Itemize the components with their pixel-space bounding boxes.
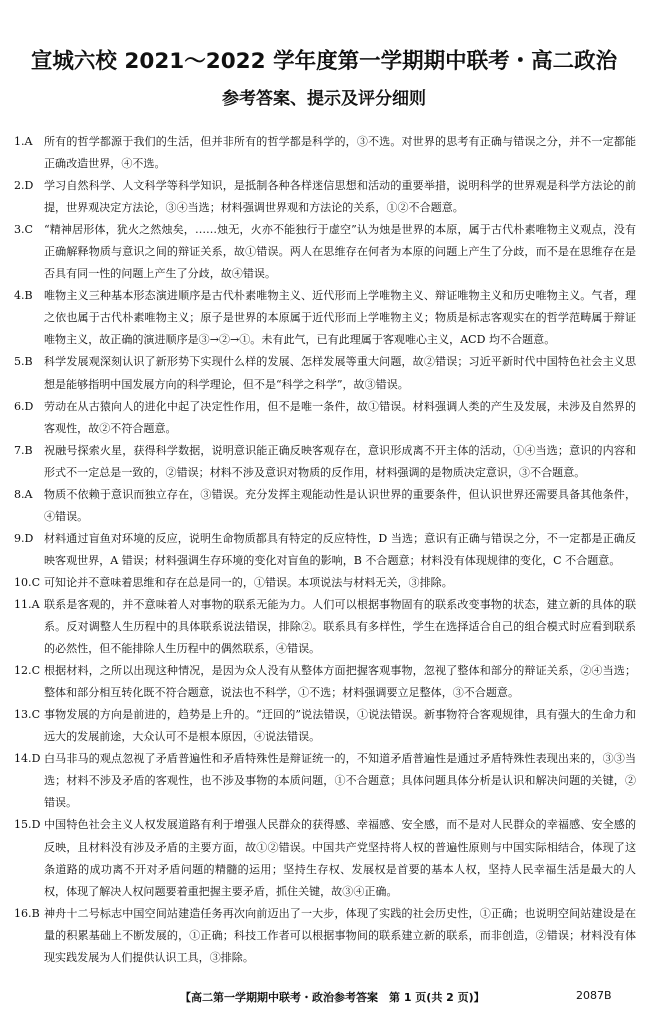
page-subtitle: 参考答案、提示及评分细则 [222, 89, 426, 109]
answer-item [14, 572, 636, 594]
answer-explanation: 神舟十二号标志中国空间站建造任务再次向前迈出了一大步，体现了实践的社会历史性，①正确；也说明空间站建设是在量的积累基础上不断发展的，①正确；科技工作者可以根据事物间的联系建立新的联系，而非创造，②错误；材料没有体现实践发展为人们提供认识工具，③排除。 [44, 906, 636, 964]
answer-explanation: 可知论并不意味着思维和存在总是同一的，①错误。本项说法与材料无关，③排除。 [44, 575, 453, 589]
answer-number: 11.A [14, 597, 40, 611]
answer-item [14, 903, 636, 969]
answer-item [14, 814, 636, 902]
answer-number: 10.C [14, 575, 41, 589]
answer-item [14, 660, 636, 704]
answer-number: 9.D [14, 531, 34, 545]
answer-explanation: 中国特色社会主义人权发展道路有利于增强人民群众的获得感、幸福感、安全感，而不是对人民群众的幸福感、安全感的反映，且材料没有涉及矛盾的主要方面，故①②错误。中国共产党坚持将人权的普遍性原则与中国实际相结合，体现了这条道路的成功离不开对矛盾问题的精髓的运用；坚持生存权、发展权是首要的基本人权，坚持人民幸福生活是最大的人权，体现了解决人权问题要着重把握主要矛盾，抓住关键，故③④正确。 [44, 818, 636, 898]
answer-item [14, 175, 636, 219]
answer-number: 3.C [14, 223, 33, 237]
answer-explanation: 联系是客观的，并不意味着人对事物的联系无能为力。人们可以根据事物固有的联系改变事物的状态，建立新的具体的联系。反对调整人生历程中的具体联系说法错误，排除②。联系具有多样性，学生在选择适合自己的组合模式时应看到联系的必然性，但不能排除人生历程中的偶然联系，④错误。 [44, 597, 636, 656]
answer-number: 7.B [14, 443, 33, 457]
answer-item [14, 396, 636, 440]
answer-item [14, 704, 636, 748]
answer-item [14, 440, 636, 484]
answer-explanation: 事物发展的方向是前进的，趋势是上升的。“迂回的”说法错误，①说法错误。新事物符合客观规律，具有强大的生命力和远大的发展前途，大众认可不是根本原因，④说法错误。 [44, 708, 636, 744]
answer-number: 1.A [14, 135, 33, 148]
answer-explanation: 科学发展观深刻认识了新形势下实现什么样的发展、怎样发展等重大问题，故②错误；习近平新时代中国特色社会主义思想是能够指明中国发展方向的科学理论，但不是“科学之科学”，故③错误。 [44, 355, 636, 391]
answer-number: 13.C [14, 708, 41, 722]
answer-number: 2.D [14, 179, 34, 193]
answer-explanation: 祝融号探索火星，获得科学数据，说明意识能正确反映客观存在，意识形成离不开主体的活动，①④当选；意识的内容和形式不一定总是一致的，②错误；材料不涉及意识对物质的反作用，材料强调的是物质决定意识，③不合题意。 [44, 443, 636, 479]
answer-explanation: 唯物主义三种基本形态演进顺序是古代朴素唯物主义、近代形而上学唯物主义、辩证唯物主义和历史唯物主义。气者，理之依也属于古代朴素唯物主义；原子是世界的本原属于近代形而上学唯物主义；物质是标志客观实在的哲学范畴属于辩证唯物主义，故正确的演进顺序是③→②→①。未有此气，已有此理属于客观唯心主义，ACD 均不合题意。 [44, 289, 636, 347]
answer-item [14, 484, 636, 528]
answer-explanation: 学习自然科学、人文科学等科学知识，是抵制各种各样迷信思想和活动的重要举措，说明科学的世界观是科学方法论的前提，世界观决定方法论，③④当选；材料强调世界观和方法论的关系，①②不合题意。 [44, 179, 636, 215]
page-title: 宣城六校 2021～2022 学年度第一学期期中联考・高二政治 [30, 49, 618, 74]
answer-item [14, 748, 636, 814]
answer-number: 15.D [14, 818, 41, 832]
answer-number: 8.A [14, 487, 33, 501]
footer-doc-code: 2087B [576, 989, 612, 1002]
answer-item [14, 131, 636, 175]
answer-item [14, 528, 636, 572]
answer-number: 4.B [14, 289, 33, 303]
answer-explanation: “精神居形体，犹火之然烛矣，……烛无，火亦不能独行于虚空”认为烛是世界的本原，属于古代朴素唯物主义观点，没有正确解释物质与意识之间的辩证关系，故①错误。两人在思维存在何者为本原的问题上产生了分歧，而不是在思维存在是否具有同一性的问题上产生了分歧，故④错误。 [44, 223, 636, 281]
answer-item [14, 594, 636, 660]
answer-explanation: 所有的哲学都源于我们的生活，但并非所有的哲学都是科学的，③不选。对世界的思考有正确与错误之分，并不一定都能正确改造世界，④不选。 [44, 135, 636, 171]
answer-explanation: 劳动在从古猿向人的进化中起了决定性作用，但不是唯一条件，故①错误。材料强调人类的产生及发展，未涉及自然界的客观性，故②不符合题意。 [44, 399, 636, 435]
answer-item [14, 351, 636, 395]
answer-list [14, 131, 636, 969]
answer-number: 6.D [14, 399, 34, 413]
answer-explanation: 物质不依赖于意识而独立存在，③错误。充分发挥主观能动性是认识世界的重要条件，但认识世界还需要具备其他条件，④错误。 [44, 487, 636, 523]
footer-page-info: 【高二第一学期期中联考・政治参考答案 第 1 页(共 2 页)】 [180, 991, 485, 1004]
answer-item [14, 219, 636, 285]
answer-number: 5.B [14, 355, 33, 369]
answer-explanation: 根据材料，之所以出现这种情况，是因为众人没有从整体方面把握客观事物，忽视了整体和部分的辩证关系，②④当选；整体和部分相互转化既不符合题意，说法也不科学，①不选；材料强调要立足整体，③不合题意。 [44, 664, 636, 700]
answer-item [14, 285, 636, 351]
answer-number: 16.B [14, 906, 40, 920]
answer-explanation: 材料通过盲鱼对环境的反应，说明生命物质都具有特定的反应特性，D 当选；意识有正确与错误之分，不一定都是正确反映客观世界，A 错误；材料强调生存环境的变化对盲鱼的影响，B 不合题意；材料没有体现规律的变化，C 不合题意。 [44, 531, 636, 567]
answer-number: 12.C [14, 664, 41, 678]
answer-explanation: 白马非马的观点忽视了矛盾普遍性和矛盾特殊性是辩证统一的，不知道矛盾普遍性是通过矛盾特殊性表现出来的，③③当选；材料不涉及矛盾的客观性，也不涉及事物的本质问题，①不合题意；具体问题具体分析是认识和解决问题的关键，②错误。 [44, 752, 636, 810]
answer-number: 14.D [14, 752, 41, 766]
